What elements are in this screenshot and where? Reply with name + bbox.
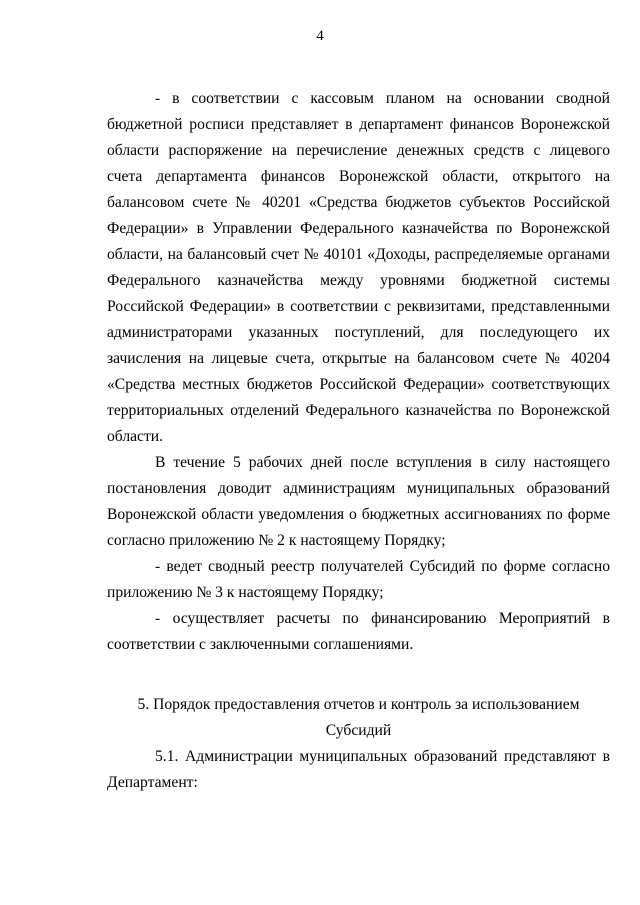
document-body bbox=[107, 86, 610, 796]
section-heading-line-1: 5. Порядок предоставления отчетов и контроль за использованием bbox=[137, 696, 580, 713]
paragraph-section-5-1: 5.1. Администрации муниципальных образований представляют в Департамент: bbox=[107, 748, 610, 791]
section-heading-line-2: Субсидий bbox=[325, 722, 392, 739]
paragraph-notifications: В течение 5 рабочих дней после вступления в силу настоящего постановления доводит администрациям муниципальных образований Воронежской области уведомления о бюджетных ассигнованиях по форме согласно приложению № 2 к настоящему Порядку; bbox=[107, 454, 610, 549]
page-number: 4 bbox=[316, 28, 324, 44]
section-spacer bbox=[107, 684, 610, 692]
paragraph-registry: - ведет сводный реестр получателей Субсидий по форме согласно приложению № 3 к настоящему Порядку; bbox=[107, 558, 610, 601]
paragraph-cash-plan: - в соответствии с кассовым планом на основании сводной бюджетной росписи представляет в департамент финансов Воронежской области распоряжение на перечисление денежных средств с лицевого счета департамента финансов Воронежской области, открытого на балансовом счете № 40201 «Средства бюджетов субъектов Российской Федерации» в Управлении Федерального казначейства по Воронежской области, на балансовый счет № 40101 «Доходы, распределяемые органами Федерального казначейства между уровнями бюджетной системы Российской Федерации» в соответствии с реквизитами, представленными администраторами указанных поступлений, для последующего их зачисления на лицевые счета, открытые на балансовом счете № 40204 «Средства местных бюджетов Российской Федерации» соответствующих территориальных отделений Федерального казначейства по Воронежской области. bbox=[107, 90, 610, 445]
section-spacer bbox=[107, 658, 610, 684]
paragraph-settlements: - осуществляет расчеты по финансированию Мероприятий в соответствии с заключенными соглашениями. bbox=[107, 610, 610, 653]
